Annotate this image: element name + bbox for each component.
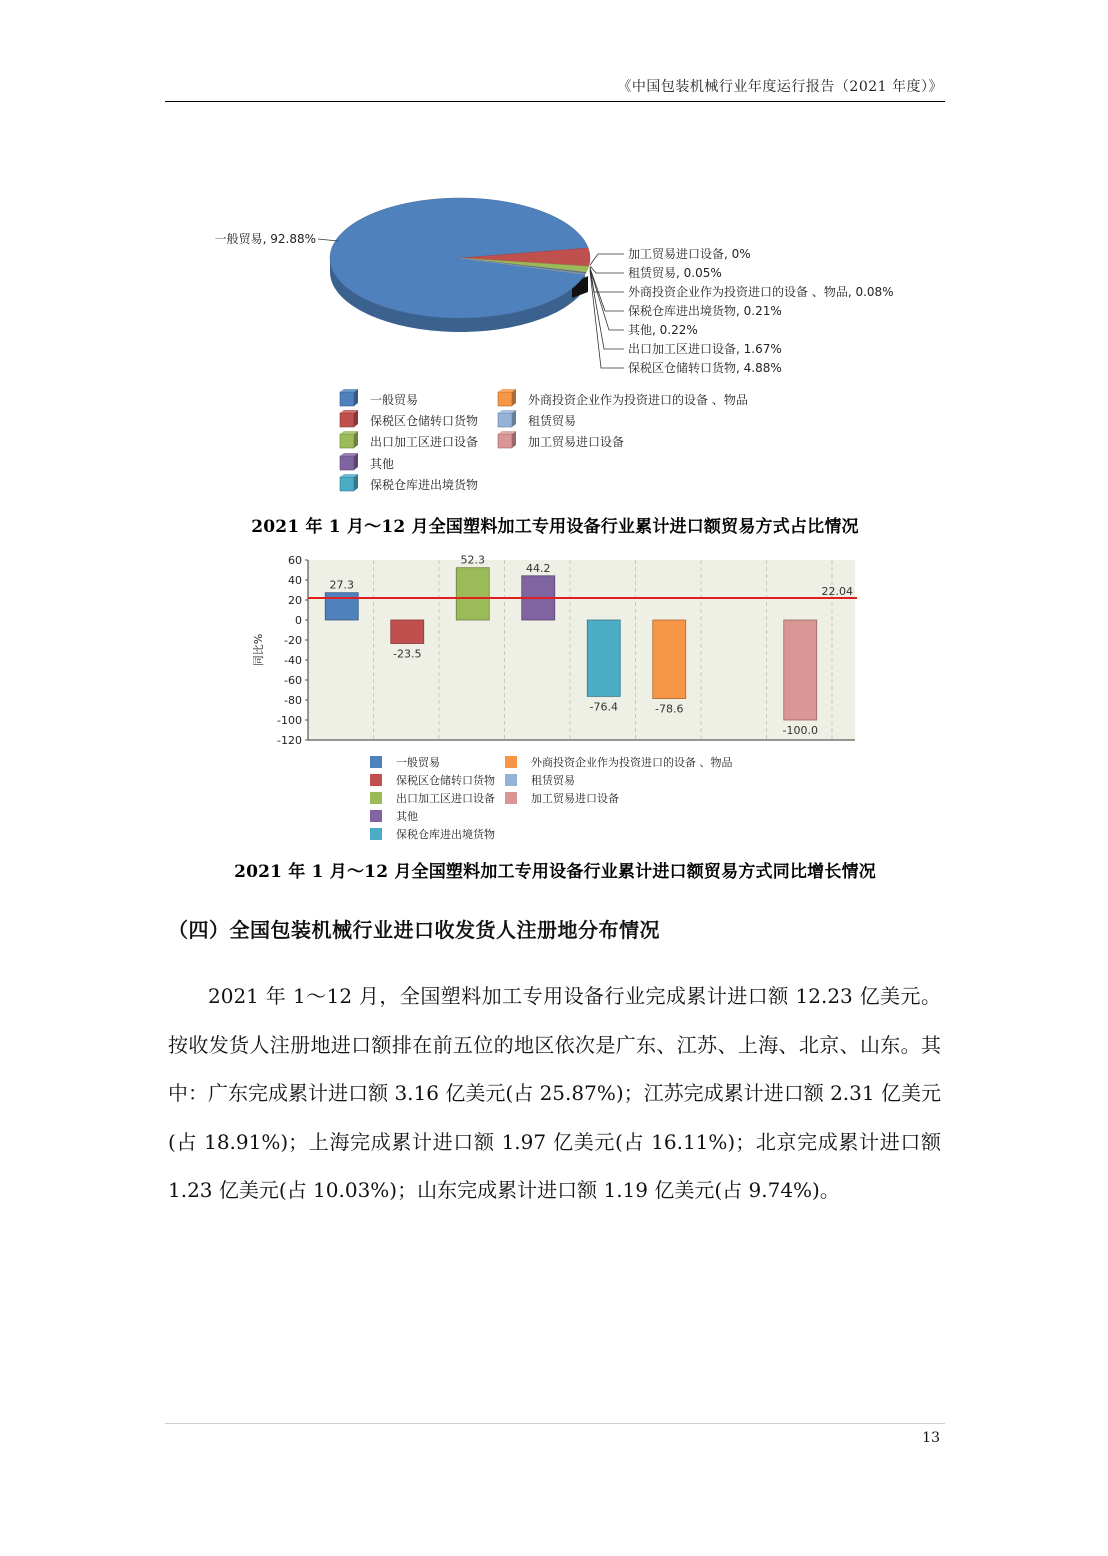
bar-reference-label: 22.04 [821,584,853,598]
bar-y-axis-title: 同比% [252,633,265,667]
pie-label-2: 租赁贸易, 0.05% [628,266,722,280]
bar-legend-label-2: 保税区仓储转口货物 [396,774,495,787]
paragraph: 2021 年 1～12 月，全国塑料加工专用设备行业完成累计进口额 12.23 亿美元。按收发货人注册地进口额排在前五位的地区依次是广东、江苏、上海、北京、山东。其中：广东完成累计进口额 3.16 亿美元(占 25.87%)；江苏完成累计进口额 2.31 亿美元(占 18.91%)；上海完成累计进口额 1.97 亿美元(占 16.11%)；北京完成累计进口额 1.23 亿美元(占 10.03%)；山东完成累计进口额 1.19 亿美元(占 9.74%)。 [168,984,941,1203]
bar-legend-swatch-2 [370,774,382,786]
bar-y-tick-label: -120 [277,734,302,747]
bar-5 [653,620,686,699]
page-header: 《中国包装机械行业年度运行报告（2021 年度）》 [617,79,943,95]
pie-legend-label-0: 一般贸易 [370,393,419,407]
body-text [168,972,941,1215]
bar-legend-label-7: 保税仓库进出境货物 [396,828,495,841]
bar-legend-label-3: 租赁贸易 [531,774,575,787]
bar-y-tick-label: 40 [288,574,302,587]
bar-value-label-4: -76.4 [589,700,618,714]
bar-chart [0,548,1108,848]
pie-legend-swatch-5 [498,431,516,448]
bar-legend-swatch-0 [370,756,382,768]
bar-1 [391,620,424,644]
pie-legend-swatch-4 [340,431,358,448]
page-number: 13 [922,1430,940,1446]
header-divider [165,101,945,102]
footer-divider [165,1423,945,1424]
bar-y-tick-label: 0 [295,614,302,627]
bar-value-label-5: -78.6 [655,702,684,716]
pie-legend-label-6: 其他 [370,457,395,471]
bar-y-tick-label: -100 [277,714,302,727]
pie-legend-swatch-1 [498,389,516,406]
bar-legend-label-0: 一般贸易 [396,756,440,769]
bar-value-label-1: -23.5 [393,647,422,661]
pie-legend-swatch-0 [340,389,358,406]
pie-legend-swatch-6 [340,453,358,470]
pie-legend-label-3: 租赁贸易 [528,414,577,428]
bar-legend-label-1: 外商投资企业作为投资进口的设备 、物品 [531,756,733,769]
bar-y-tick-label: -80 [284,694,302,707]
bar-legend-label-4: 出口加工区进口设备 [396,792,495,805]
bar-y-tick-label: -40 [284,654,302,667]
pie-label-1: 加工贸易进口设备, 0% [628,247,751,261]
pie-legend-label-5: 加工贸易进口设备 [528,435,625,449]
pie-legend-swatch-3 [498,410,516,427]
pie-legend-label-2: 保税区仓储转口货物 [370,414,479,428]
pie-label-6: 出口加工区进口设备, 1.67% [628,342,782,356]
bar-2 [456,568,489,620]
bar-y-tick-label: 20 [288,594,302,607]
bar-legend-swatch-4 [370,792,382,804]
pie-chart-caption: 2021 年 1 月～12 月全国塑料加工专用设备行业累计进口额贸易方式占比情况 [251,517,859,537]
bar-value-label-2: 52.3 [460,553,485,567]
bar-legend-label-5: 加工贸易进口设备 [531,792,619,805]
bar-0 [325,593,358,620]
pie-legend-swatch-2 [340,410,358,427]
bar-value-label-7: -100.0 [782,724,818,737]
pie-label-5: 其他, 0.22% [628,323,698,337]
bar-value-label-0: 27.3 [329,578,354,592]
pie-legend-label-7: 保税仓库进出境货物 [370,478,479,492]
bar-7 [784,620,817,720]
bar-y-tick-label: -60 [284,674,302,687]
section-heading: （四）全国包装机械行业进口收发货人注册地分布情况 [168,918,660,942]
bar-value-label-3: 44.2 [526,561,551,575]
pie-label-0: 一般贸易, 92.88% [214,232,316,246]
pie-legend-label-4: 出口加工区进口设备 [370,435,479,449]
bar-chart-caption: 2021 年 1 月～12 月全国塑料加工专用设备行业累计进口额贸易方式同比增长情况 [234,862,876,882]
bar-y-tick-label: 60 [288,554,302,567]
pie-label-4: 保税仓库进出境货物, 0.21% [628,304,782,318]
bar-legend-swatch-5 [505,792,517,804]
bar-legend-swatch-6 [370,810,382,822]
pie-label-3: 外商投资企业作为投资进口的设备 、物品, 0.08% [628,285,894,299]
bar-4 [587,620,620,696]
bar-y-tick-label: -20 [284,634,302,647]
pie-legend-swatch-7 [340,474,358,491]
bar-plot-area [308,560,855,740]
bar-legend-label-6: 其他 [396,810,418,823]
pie-label-7: 保税区仓储转口货物, 4.88% [628,361,782,375]
bar-legend-swatch-1 [505,756,517,768]
pie-legend-label-1: 外商投资企业作为投资进口的设备 、物品 [528,393,748,407]
bar-legend-swatch-7 [370,828,382,840]
bar-legend-swatch-3 [505,774,517,786]
